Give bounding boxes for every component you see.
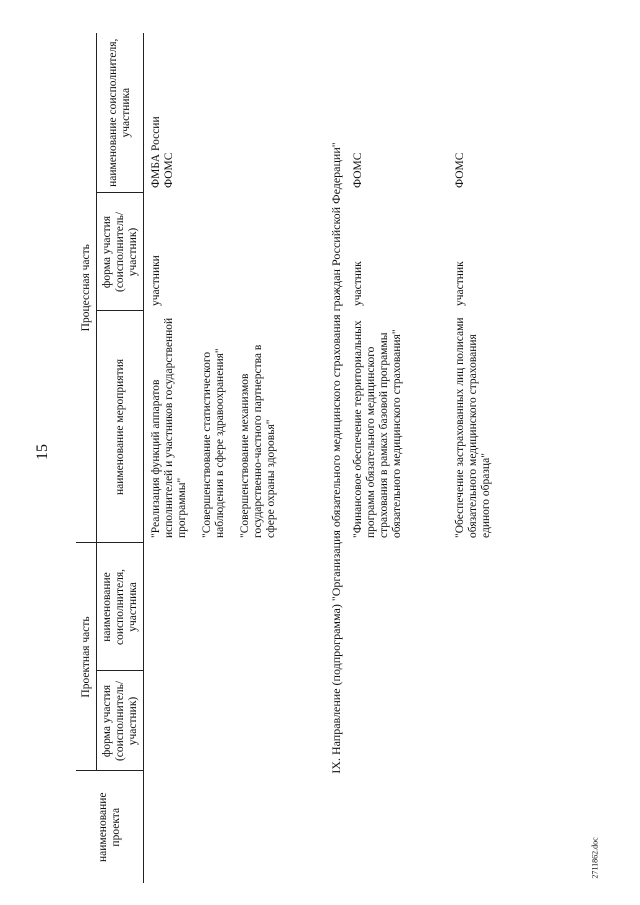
header-process-part: Процессная часть <box>76 33 97 543</box>
coexecutor-cell <box>144 33 327 193</box>
project-coexecutor-cell <box>144 543 327 671</box>
table-row <box>448 33 538 883</box>
header-project-part: Проектная часть <box>76 543 97 771</box>
activity-cell <box>144 311 327 543</box>
coexecutor-name: ФМБА России <box>150 116 162 188</box>
activity-cell: "Финансовое обеспечение территориальных программ обязательного медицинского страхования в рамках базовой программы обязательного медицинского страхования" <box>352 320 403 538</box>
document-file-id: 2711862.doc <box>590 837 600 879</box>
table-row <box>144 33 327 883</box>
header-project-coexecutor-name: наименование соисполнителя, участника <box>97 543 144 671</box>
section-title: IX. Направление (подпрограмма) "Организация обязательного медицинского страхования граждан Российской Федерации" <box>329 142 343 774</box>
coexecutor-name: ФОМС <box>163 152 175 188</box>
activity-text: "Совершенствование механизмов государственно-частного партнерства в сфере охраны здоровья" <box>239 344 277 538</box>
project-participation-cell <box>346 671 448 771</box>
participation-form-cell: участник <box>454 261 466 306</box>
project-name-cell <box>448 771 538 883</box>
participation-form-cell: участник <box>352 261 364 306</box>
coexecutor-cell: ФОМС <box>352 152 364 188</box>
header-project-name: наименование проекта <box>76 771 144 883</box>
project-coexecutor-cell <box>448 543 538 671</box>
header-process-participation-form: форма участия (соисполнитель/участник) <box>97 193 144 311</box>
project-participation-cell <box>448 671 538 771</box>
table-row <box>346 33 448 883</box>
project-coexecutor-cell <box>346 543 448 671</box>
participation-form-cell: участники <box>150 255 162 306</box>
project-name-cell <box>144 771 327 883</box>
page-number: 15 <box>34 444 51 460</box>
coexecutor-cell: ФОМС <box>454 152 466 188</box>
activity-text: "Реализация функций аппаратов исполнителей и участников государственной программы" <box>150 317 188 538</box>
rotated-table-container <box>76 33 636 883</box>
program-structure-table <box>76 33 538 883</box>
activity-text: "Совершенствование статистического наблюдения в сфере здравоохранения" <box>201 348 226 538</box>
project-name-cell <box>346 771 448 883</box>
activity-cell: "Обеспечение застрахованных лиц полисами обязательного медицинского страхования единого образца" <box>454 317 492 538</box>
header-process-coexecutor-name: наименование соисполнителя, участника <box>97 33 144 193</box>
header-activity-name: наименование мероприятия <box>97 311 144 543</box>
project-participation-cell <box>144 671 327 771</box>
header-project-participation-form: форма участия (соисполнитель/участник) <box>97 671 144 771</box>
